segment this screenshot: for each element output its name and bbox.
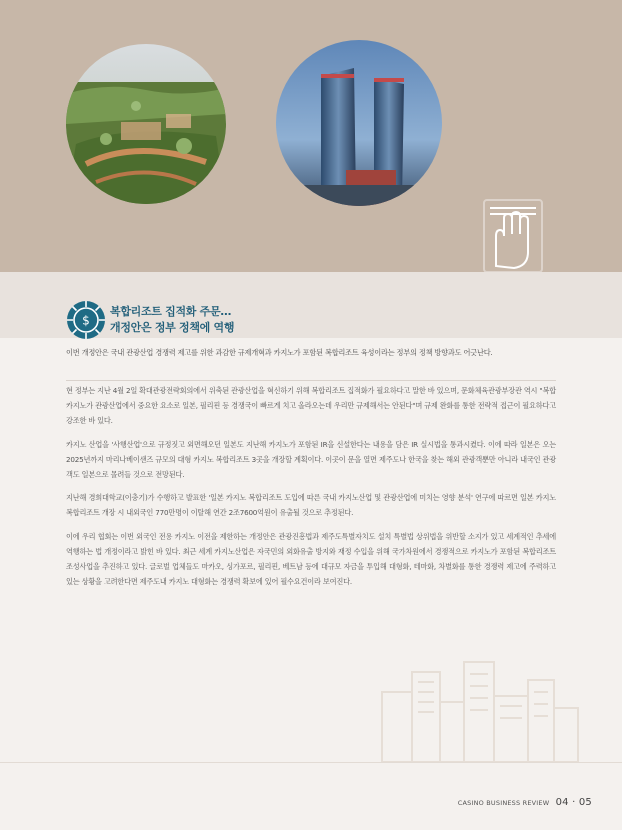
hand-document-icon bbox=[480, 196, 546, 276]
paragraph: 현 정부는 지난 4월 2일 확대관광전략회의에서 위축된 관광산업을 혁신하기 위해 복합리조트 집적화가 필요하다고 말한 바 있으며, 문화체육관광부장관 역시 "복합카지노가 관광산업에서 중요한 요소로 일본, 필리핀 등 경쟁국이 빠르게 치고 올라오는데 우리만 규제해서는 안된다"며 규제 완화를 통한 전략적 접근이 필요하다고 강조한 바 있다. bbox=[66, 386, 556, 426]
divider bbox=[66, 380, 556, 381]
article-body bbox=[66, 383, 556, 597]
footer-divider bbox=[0, 762, 622, 763]
coin-icon bbox=[66, 300, 106, 340]
page-numbers: 04 · 05 bbox=[555, 797, 592, 808]
section-heading bbox=[110, 304, 234, 336]
lead-paragraph: 이번 개정안은 국내 관광산업 경쟁력 제고를 위한 과감한 규제개혁과 카지노가 포함된 복합리조트 육성이라는 정부의 정책 방향과도 어긋난다. bbox=[66, 348, 493, 357]
city-skyline-icon bbox=[372, 652, 586, 762]
svg-text:$: $ bbox=[82, 313, 90, 328]
paragraph: 카지노 산업을 '사행산업'으로 규정짓고 외면해오던 일본도 지난해 카지노가 포함된 IR을 신설한다는 내용을 담은 IR 실시법을 통과시켰다. 이에 따라 일본은 오는 2025년까지 마리나베이샌즈 규모의 대형 카지노 복합리조트 3곳을 개장할 계획이다. 이곳이 문을 열면 제주도나 한국을 찾는 해외 관광객뿐만 아니라 내국인 관광객도 일본으로 몰려들 것으로 전망된다. bbox=[66, 439, 556, 480]
page-footer bbox=[458, 797, 592, 808]
heading-line-2: 개정안은 정부 정책에 역행 bbox=[110, 321, 235, 334]
hotel-towers-photo bbox=[276, 40, 442, 206]
heading-line-1: 복합리조트 집적화 주문… bbox=[110, 305, 232, 318]
resort-aerial-photo bbox=[66, 44, 226, 204]
publication-name: CASINO BUSINESS REVIEW bbox=[457, 799, 550, 807]
paragraph: 지난해 경희대학교(이충기)가 수행하고 발표한 '일본 카지노 복합리조트 도입에 따른 국내 카지노산업 및 관광산업에 미치는 영향 분석' 연구에 따르면 일본 카지노 복합리조트 개장 시 내외국인 770만명이 이탈해 연간 2조7600억원이 유출될 것으로 추정된다. bbox=[66, 493, 556, 518]
paragraph: 이에 우리 협회는 이번 외국인 전용 카지노 이전을 제한하는 개정안은 관광진흥법과 제주도특별자치도 설치 특별법 상위법을 위반할 소지가 있고 세계적인 추세에 역행하는 법 개정이라고 밝힌 바 있다. 최근 세계 카지노산업은 자국민의 외화유출 방지와 재정 수입을 위해 국가차원에서 경쟁적으로 카지노가 포함된 복합리조트 조성사업을 추진하고 있다. 글로벌 업체들도 마카오, 싱가포르, 필리핀, 베트남 등에 대규모 자금을 투입해 대형화, 테마화, 차별화를 통한 경쟁력 제고에 주력하고 있는 상황을 고려한다면 제주도내 카지노 대형화는 경쟁력 확보에 있어 필수요건이라 보여진다. bbox=[66, 531, 556, 587]
